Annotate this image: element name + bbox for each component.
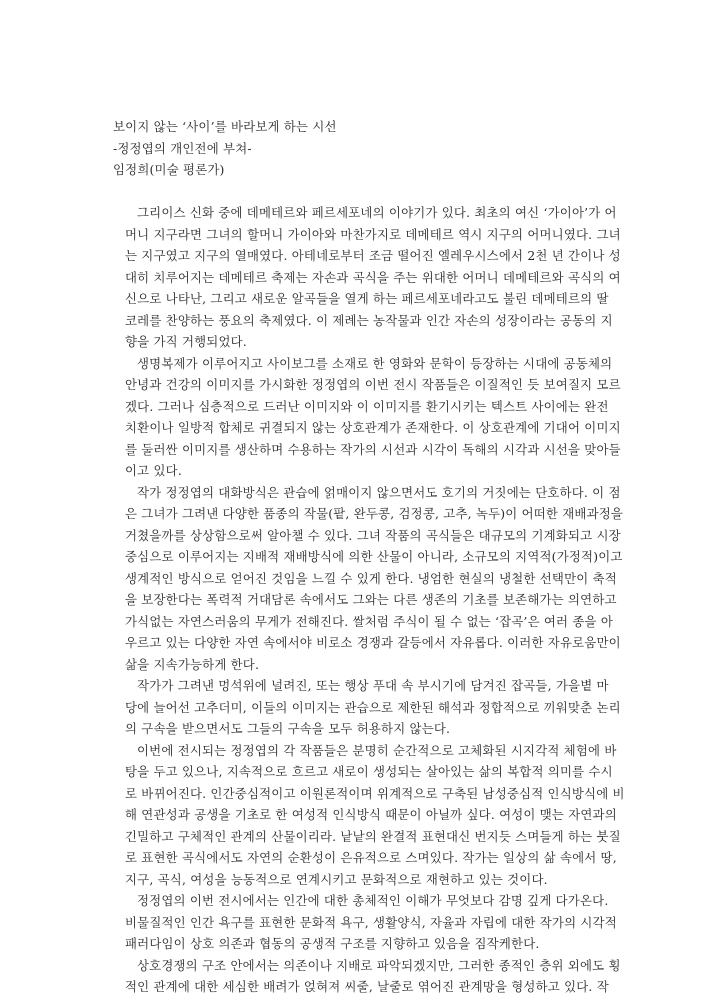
text-line: 코레를 찬양하는 풍요의 축제였다. 이 제례는 농작물과 인간 자손의 성장이라는 공동의 지 (125, 312, 613, 328)
spacer (113, 181, 601, 203)
paragraph-1 (113, 202, 621, 353)
text-line: 는 지구였고 지구의 열매였다. 아테네로부터 조금 떨어진 엘레우시스에서 2천 년 간이나 성 (125, 248, 621, 263)
text-line: 우르고 있는 다양한 자연 속에서야 비로소 경쟁과 갈등에서 자유롭다. 이러한 자유로움만이 (125, 635, 621, 650)
text-line: 이번에 전시되는 정정엽의 각 작품들은 분명히 순간적으로 고체화된 시지각적 체험에 바 (137, 742, 617, 758)
text-line: 적인 관계에 대한 세심한 배려가 얹혀져 씨줄, 날줄로 엮어진 관계망을 형성하고 있다. 작 (125, 979, 609, 994)
text-line: 생명복제가 이루어지고 사이보그를 소재로 한 영화와 문학이 등장하는 시대에 공동체의 (137, 355, 613, 371)
text-line: 안녕과 건강의 이미지를 가시화한 정정엽의 이번 전시 작품들은 이질적인 듯 보여질지 모르 (125, 377, 621, 392)
text-line: 정정엽의 이번 전시에서는 인간에 대한 총체적인 이해가 무엇보다 감명 깊게 다가온다. (137, 893, 609, 908)
document-author: 임정희(미술 평론가) (113, 162, 225, 177)
text-line: 그리이스 신화 중에 데메테르와 페르세포네의 이야기가 있다. 최초의 여신 ‘가이아’가 어 (137, 205, 617, 220)
paragraph-7 (113, 955, 621, 998)
document-title: 보이지 않는 ‘사이’를 바라보게 하는 시선 (113, 119, 337, 134)
text-line: 상호경쟁의 구조 안에서는 의존이나 지배로 파악되겠지만, 그러한 종적인 층위 외에도 횡 (137, 957, 621, 973)
text-line: 로 표현한 곡식에서도 자연의 순환성이 은유적으로 스며있다. 작가는 일상의 삶 속에서 땅, (125, 850, 617, 865)
text-line: 해 연관성과 공생을 기초로 한 여성적 인식방식 때문이 아닐까 싶다. 여성이 맺는 자연과의 (125, 807, 617, 822)
paragraph-5 (113, 740, 625, 891)
text-line: 머니 지구라면 그녀의 할머니 가이아와 마찬가지로 데메테르 역시 지구의 어머니였다. 그녀 (125, 226, 621, 242)
text-line: 신으로 나타난, 그리고 새로운 알곡들을 열게 하는 페르세포네라고도 불린 데메테르의 딸 (125, 291, 609, 306)
text-line: 긴밀하고 구체적인 관계의 산물이리라. 낱낱의 완결적 표현대신 번지듯 스며들게 하는 붓질 (125, 828, 621, 844)
document-subtitle: -정정엽의 개인전에 부쳐- (113, 140, 252, 156)
text-line: 비물질적인 인간 욕구를 표현한 문화적 욕구, 생활양식, 자율과 자립에 대한 작가의 시각적 (125, 914, 617, 930)
text-line: 중심으로 이루어지는 지배적 재배방식에 의한 산물이 아니라, 소규모의 지역적(가정적)이고 (125, 549, 623, 564)
text-line: 향을 가직 거행되었다. (125, 334, 247, 349)
text-line: 를 둘러싼 이미지를 생산하며 수용하는 작가의 시선과 시각이 독해의 시각과 시선을 맞아들 (125, 441, 621, 457)
paragraph-2 (113, 353, 621, 482)
text-line: 의 구속을 받으면서도 그들의 구속을 모두 허용하지 않는다. (125, 721, 451, 736)
text-line: 겠다. 그러나 심층적으로 드러난 이미지와 이 이미지를 환기시키는 텍스트 사이에는 완전 (125, 398, 609, 414)
text-line: 이고 있다. (125, 463, 182, 478)
text-line: 을 보장한다는 폭력적 거대담론 속에서도 그와는 다른 생존의 기초를 보존해가는 의연하고 (125, 592, 617, 607)
text-line: 생계적인 방식으로 얻어진 것임을 느낄 수 있게 한다. 냉엄한 현실의 냉철한 선택만이 축적 (125, 570, 617, 586)
text-line: 가식없는 자연스러움의 무게가 전해진다. 쌀처럼 주식이 될 수 없는 ‘잡곡’은 여러 종을 아 (125, 613, 614, 629)
text-line: 패러다임이 상호 의존과 협동의 공생적 구조를 지향하고 있음을 짐작케한다. (125, 936, 540, 951)
text-line: 탕을 두고 있으나, 지속적으로 흐르고 새로이 생성되는 살아있는 삶의 복합적 의미를 수시 (125, 764, 613, 779)
text-line: 작가 정정엽의 대화방식은 관습에 얽매이지 않으면서도 호기의 거짓에는 단호하다. 이 점 (137, 484, 621, 500)
text-line: 당에 늘어선 고추더미, 이들의 이미지는 관습으로 제한된 해석과 정합적으로 끼워맞춘 논리 (125, 699, 621, 715)
text-line: 작가가 그려낸 멍석위에 널려진, 또는 행상 푸대 속 부시기에 담겨진 잡곡들, 가을볕 마 (137, 678, 609, 693)
paragraph-6 (113, 890, 617, 955)
text-line: 은 그녀가 그려낸 다양한 품종의 작물(팥, 완두콩, 검정콩, 고추, 녹두)이 어떠한 재배과정을 (125, 506, 624, 521)
text-line: 삶을 지속가능하게 한다. (125, 656, 260, 672)
text-line: 거쳤을까를 상상함으로써 알아챌 수 있다. 그녀 작품의 곡식들은 대규모의 기계화되고 시장 (125, 527, 621, 543)
paragraph-4 (113, 675, 621, 740)
text-line: 대히 치루어지는 데메테르 축제는 자손과 곡식을 주는 위대한 어머니 데메테르와 곡식의 여 (125, 269, 621, 285)
text-line: 치환이나 일방적 합체로 귀결되지 않는 상호관계가 존재한다. 이 상호관계에 기대어 이미지 (125, 420, 621, 435)
text-line: 지구, 곡식, 여성을 능동적으로 연계시키고 문화적으로 재현하고 있는 것이다. (125, 871, 548, 887)
paragraph-3 (113, 482, 624, 676)
text-line: 로 바뀌어진다. 인간중심적이고 이원론적이며 위계적으로 구축된 남성중심적 인식방식에 비 (125, 785, 625, 801)
document-page (113, 116, 625, 998)
